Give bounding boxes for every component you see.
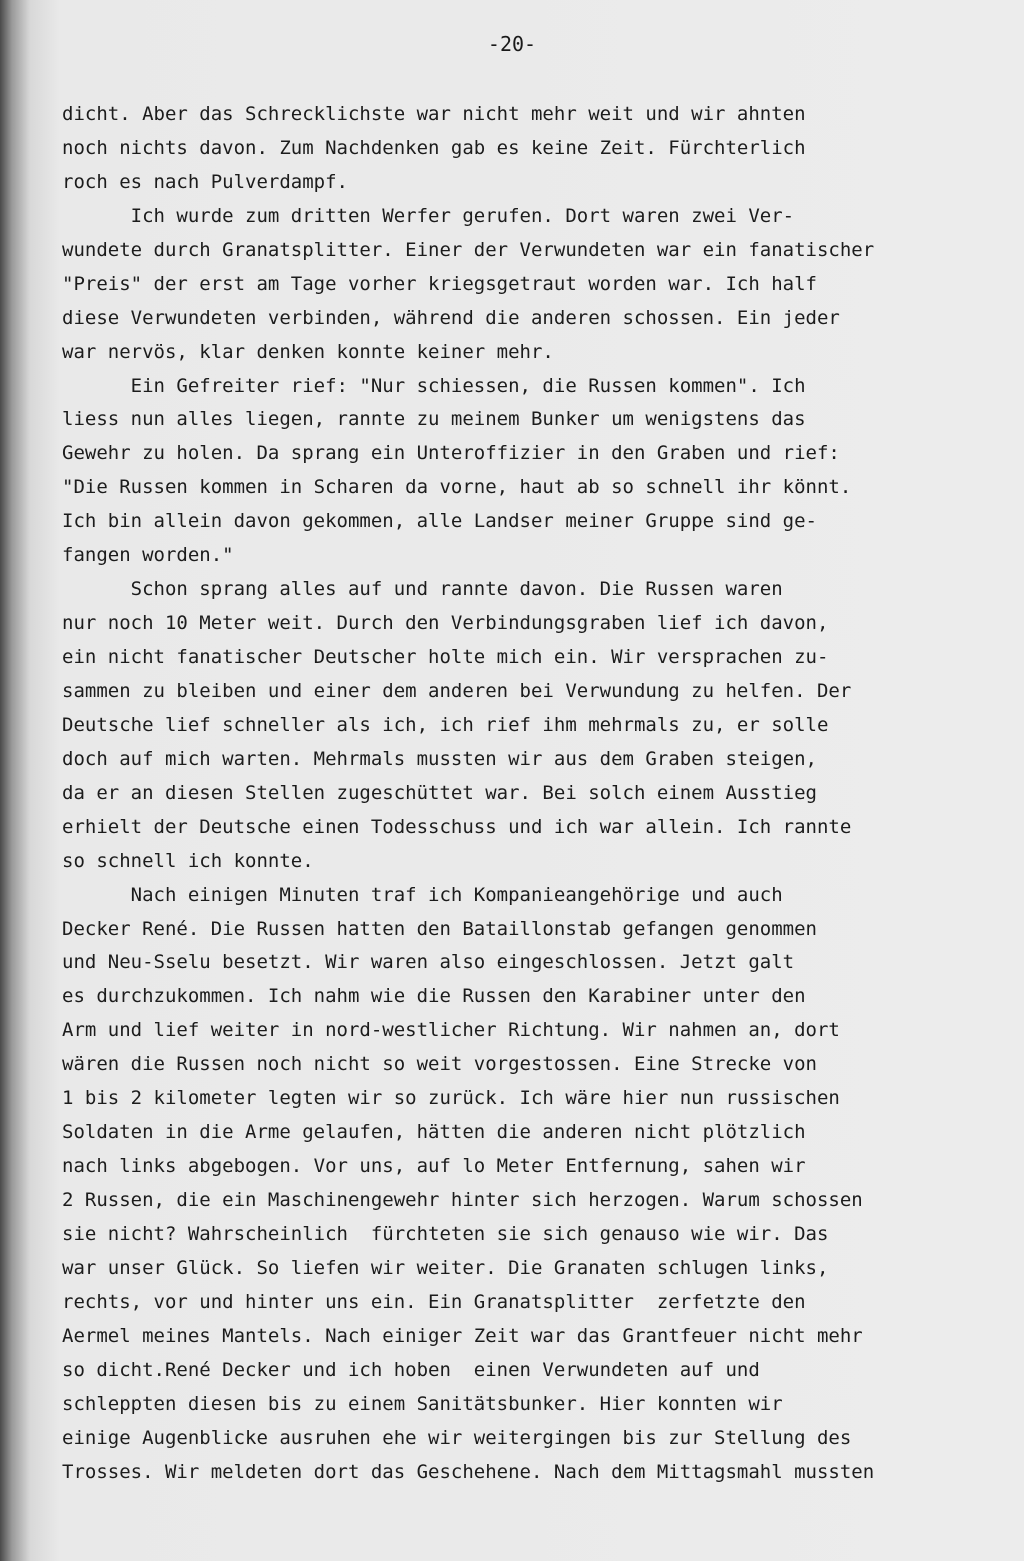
text-line: Trosses. Wir meldeten dort das Geschehene. Nach dem Mittagsmahl mussten [62, 1460, 875, 1483]
text-line: fangen worden." [62, 544, 234, 567]
page-number: -20- [487, 32, 537, 56]
text-line: Ich bin allein davon gekommen, alle Landser meiner Gruppe sind ge- [62, 510, 817, 533]
text-line: war unser Glück. So liefen wir weiter. Die Granaten schlugen links, [62, 1256, 829, 1279]
text-line: so schnell ich konnte. [62, 849, 314, 872]
text-line: roch es nach Pulverdampf. [62, 170, 348, 193]
text-line: sammen zu bleiben und einer dem anderen bei Verwundung zu helfen. Der [62, 679, 852, 702]
text-line: rechts, vor und hinter uns ein. Ein Granatsplitter zerfetzte den [62, 1290, 806, 1313]
text-line: Decker René. Die Russen hatten den Bataillonstab gefangen genommen [62, 917, 817, 940]
text-line: Nach einigen Minuten traf ich Kompanieangehörige und auch [62, 883, 783, 906]
text-line: wundete durch Granatsplitter. Einer der Verwundeten war ein fanatischer [62, 238, 875, 261]
text-line: Ich wurde zum dritten Werfer gerufen. Dort waren zwei Ver- [62, 204, 795, 227]
text-line: schleppten diesen bis zu einem Sanitätsbunker. Hier konnten wir [62, 1392, 783, 1415]
body-text [62, 98, 1012, 1489]
text-line: wären die Russen noch nicht so weit vorgestossen. Eine Strecke von [62, 1053, 817, 1076]
text-line: war nervös, klar denken konnte keiner mehr. [62, 340, 554, 363]
text-line: Arm und lief weiter in nord-westlicher Richtung. Wir nahmen an, dort [62, 1019, 840, 1042]
text-line: 2 Russen, die ein Maschinengewehr hinter sich herzogen. Warum schossen [62, 1189, 863, 1211]
text-line: liess nun alles liegen, rannte zu meinem Bunker um wenigstens das [62, 408, 806, 431]
text-line: Soldaten in die Arme gelaufen, hätten die anderen nicht plötzlich [62, 1121, 806, 1144]
text-line: Aermel meines Mantels. Nach einiger Zeit war das Grantfeuer nicht mehr [62, 1324, 863, 1347]
text-line: dicht. Aber das Schrecklichste war nicht mehr weit und wir ahnten [62, 103, 806, 125]
text-line: einige Augenblicke ausruhen ehe wir weitergingen bis zur Stellung des [62, 1426, 852, 1449]
text-line: nach links abgebogen. Vor uns, auf lo Meter Entfernung, sahen wir [62, 1155, 806, 1178]
text-line: erhielt der Deutsche einen Todesschuss und ich war allein. Ich rannte [62, 815, 852, 838]
text-line: so dicht.René Decker und ich hoben einen Verwundeten auf und [62, 1358, 760, 1381]
text-line: ein nicht fanatischer Deutscher holte mich ein. Wir versprachen zu- [62, 646, 829, 668]
text-line: Gewehr zu holen. Da sprang ein Unteroffizier in den Graben und rief: [62, 442, 840, 465]
text-line: Deutsche lief schneller als ich, ich rief ihm mehrmals zu, er solle [62, 713, 829, 736]
text-line: noch nichts davon. Zum Nachdenken gab es keine Zeit. Fürchterlich [62, 136, 806, 159]
text-line: "Preis" der erst am Tage vorher kriegsgetraut worden war. Ich half [62, 272, 817, 295]
text-line: 1 bis 2 kilometer legten wir so zurück. Ich wäre hier nun russischen [62, 1087, 840, 1110]
text-line: nur noch 10 Meter weit. Durch den Verbindungsgraben lief ich davon, [62, 612, 829, 635]
text-line: "Die Russen kommen in Scharen da vorne, haut ab so schnell ihr könnt. [62, 476, 852, 499]
text-line: doch auf mich warten. Mehrmals mussten wir aus dem Graben steigen, [62, 747, 817, 770]
text-line: Ein Gefreiter rief: "Nur schiessen, die Russen kommen". Ich [62, 374, 806, 397]
text-line: diese Verwundeten verbinden, während die anderen schossen. Ein jeder [62, 306, 840, 329]
text-line: sie nicht? Wahrscheinlich fürchteten sie sich genauso wie wir. Das [62, 1222, 829, 1245]
text-line: und Neu-Sselu besetzt. Wir waren also eingeschlossen. Jetzt galt [62, 951, 795, 974]
text-line: es durchzukommen. Ich nahm wie die Russen den Karabiner unter den [62, 985, 806, 1008]
text-line: Schon sprang alles auf und rannte davon. Die Russen waren [62, 578, 783, 601]
text-line: da er an diesen Stellen zugeschüttet war. Bei solch einem Ausstieg [62, 781, 817, 804]
